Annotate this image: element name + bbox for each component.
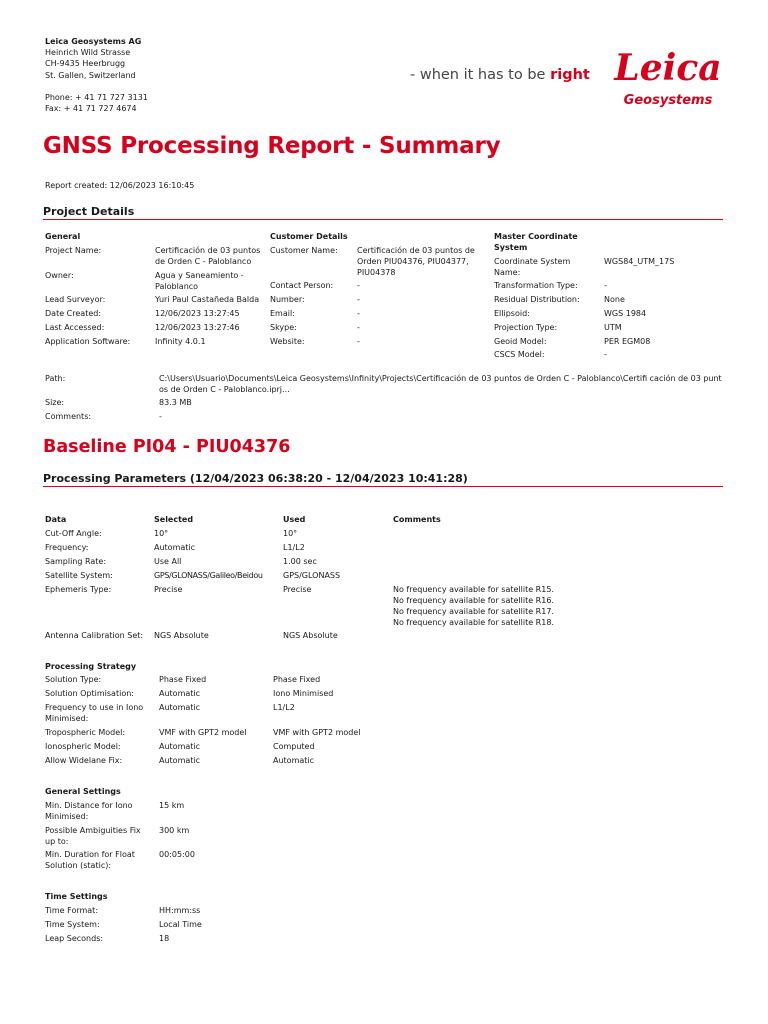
application-software-value: Infinity 4.0.1 — [155, 337, 206, 346]
antenna-calibration-label: Antenna Calibration Set: — [45, 631, 144, 640]
customer-name-value: Certificación de 03 puntos de Orden PIU04376, PIU04377, PIU04378 — [357, 246, 475, 277]
general-header: General — [45, 232, 81, 241]
website-label: Website: — [270, 337, 305, 346]
application-software-label: Application Software: — [45, 337, 131, 346]
used-header: Used — [283, 515, 306, 524]
data-header: Data — [45, 515, 67, 524]
geoid-model-value: PER EGM08 — [604, 337, 651, 346]
general-settings-header: General Settings — [45, 787, 121, 796]
ephemeris-comment: No frequency available for satellite R16. — [393, 596, 554, 605]
satellite-system-used: GPS/GLONASS — [283, 571, 341, 580]
tagline-highlight: right — [550, 67, 590, 83]
contact-person-value: - — [357, 281, 360, 290]
iono-frequency-selected: Automatic — [159, 703, 201, 712]
logo-brand: Leica — [614, 47, 722, 89]
ionospheric-model-label: Ionospheric Model: — [45, 742, 121, 751]
comments-header: Comments — [393, 515, 441, 524]
min-duration-label: Min. Duration for Float Solution (static): — [45, 850, 135, 870]
lead-surveyor-value: Yuri Paul Castañeda Balda — [155, 295, 260, 304]
project-details-heading: Project Details — [43, 205, 723, 220]
antenna-calibration-selected: NGS Absolute — [154, 631, 209, 640]
solution-type-label: Solution Type: — [45, 675, 102, 684]
min-distance-label: Min. Distance for Iono Minimised: — [45, 801, 133, 821]
processing-parameters-heading: Processing Parameters (12/04/2023 06:38:20 - 12/04/2023 10:41:28) — [43, 472, 723, 487]
widelane-fix-label: Allow Widelane Fix: — [45, 756, 123, 765]
project-name-label: Project Name: — [45, 246, 102, 255]
address-line: CH-9435 Heerbrugg — [45, 59, 126, 69]
size-value: 83.3 MB — [159, 398, 192, 407]
owner-value: Agua y Saneamiento - Paloblanco — [155, 271, 244, 291]
address-line: Heinrich Wild Strasse — [45, 48, 131, 58]
leap-seconds-value: 18 — [159, 934, 170, 943]
ephemeris-comment: No frequency available for satellite R18. — [393, 618, 554, 627]
last-accessed-value: 12/06/2023 13:27:46 — [155, 323, 240, 332]
comments-value: - — [159, 412, 162, 421]
widelane-fix-selected: Automatic — [159, 756, 201, 765]
email-label: Email: — [270, 309, 295, 318]
website-value: - — [357, 337, 360, 346]
address-line: St. Gallen, Switzerland — [45, 70, 136, 80]
date-created-value: 12/06/2023 13:27:45 — [155, 309, 240, 318]
logo-sub: Geosystems — [623, 93, 713, 108]
frequency-selected: Automatic — [154, 543, 196, 552]
cscs-model-value: - — [604, 350, 607, 359]
sampling-rate-selected: Use All — [154, 557, 182, 566]
path-value: C:\Users\Usuario\Documents\Leica Geosystems\Infinity\Projects\Certificación de 03 puntos de Orden C - Paloblanco\Certifi cación de 03 puntos de Orden C - Paloblanco.iprj... — [159, 374, 722, 394]
baseline-title: Baseline PI04 - PIU04376 — [43, 437, 291, 457]
satellite-system-selected: GPS/GLONASS/Galileo/Beidou — [154, 571, 263, 580]
email-value: - — [357, 309, 360, 318]
owner-label: Owner: — [45, 271, 74, 280]
iono-frequency-used: L1/L2 — [273, 703, 295, 712]
tagline-text: - when it has to be — [410, 67, 551, 83]
coordinate-system-value: WGS84_UTM_17S — [604, 257, 675, 266]
selected-header: Selected — [154, 515, 194, 524]
ephemeris-type-label: Ephemeris Type: — [45, 585, 112, 594]
time-format-label: Time Format: — [45, 906, 99, 915]
cutoff-angle-selected: 10° — [154, 529, 169, 538]
tagline — [410, 67, 590, 83]
ephemeris-type-selected: Precise — [154, 585, 183, 594]
ephemeris-comment: No frequency available for satellite R17. — [393, 607, 554, 616]
leica-logo — [612, 38, 724, 110]
last-accessed-label: Last Accessed: — [45, 323, 105, 332]
ellipsoid-label: Ellipsoid: — [494, 309, 530, 318]
lead-surveyor-label: Lead Surveyor: — [45, 295, 106, 304]
solution-optimisation-selected: Automatic — [159, 689, 201, 698]
min-duration-value: 00:05:00 — [159, 850, 195, 859]
frequency-label: Frequency: — [45, 543, 89, 552]
customer-header: Customer Details — [270, 232, 348, 241]
processing-strategy-header: Processing Strategy — [45, 662, 137, 671]
solution-type-selected: Phase Fixed — [159, 675, 207, 684]
ionospheric-model-used: Computed — [273, 742, 315, 751]
cscs-model-label: CSCS Model: — [494, 350, 545, 359]
tropospheric-model-selected: VMF with GPT2 model — [159, 728, 247, 737]
comments-label: Comments: — [45, 412, 92, 421]
ephemeris-comment: No frequency available for satellite R15. — [393, 585, 554, 594]
frequency-used: L1/L2 — [283, 543, 305, 552]
sampling-rate-label: Sampling Rate: — [45, 557, 107, 566]
solution-optimisation-used: Iono Minimised — [273, 689, 334, 698]
projection-type-label: Projection Type: — [494, 323, 558, 332]
tropospheric-model-used: VMF with GPT2 model — [273, 728, 361, 737]
company-address — [45, 36, 148, 114]
ellipsoid-value: WGS 1984 — [604, 309, 647, 318]
solution-type-used: Phase Fixed — [273, 675, 321, 684]
widelane-fix-used: Automatic — [273, 756, 315, 765]
satellite-system-label: Satellite System: — [45, 571, 113, 580]
leap-seconds-label: Leap Seconds: — [45, 934, 104, 943]
ambiguities-fix-label: Possible Ambiguities Fix up to: — [45, 826, 141, 846]
report-created: Report created: 12/06/2023 16:10:45 — [45, 181, 195, 190]
number-value: - — [357, 295, 360, 304]
fax: Fax: + 41 71 727 4674 — [45, 104, 137, 114]
number-label: Number: — [270, 295, 305, 304]
projection-type-value: UTM — [604, 323, 622, 332]
geoid-model-label: Geoid Model: — [494, 337, 547, 346]
page-title: GNSS Processing Report - Summary — [43, 133, 501, 159]
tropospheric-model-label: Tropospheric Model: — [45, 728, 126, 737]
time-format-value: HH:mm:ss — [159, 906, 201, 915]
phone: Phone: + 41 71 727 3131 — [45, 92, 148, 102]
residual-distribution-label: Residual Distribution: — [494, 295, 580, 304]
company-name: Leica Geosystems AG — [45, 37, 142, 46]
skype-value: - — [357, 323, 360, 332]
time-system-label: Time System: — [45, 920, 100, 929]
transformation-type-value: - — [604, 281, 607, 290]
ambiguities-fix-value: 300 km — [159, 826, 190, 835]
skype-label: Skype: — [270, 323, 297, 332]
min-distance-value: 15 km — [159, 801, 185, 810]
antenna-calibration-used: NGS Absolute — [283, 631, 338, 640]
time-settings-header: Time Settings — [45, 892, 108, 901]
cutoff-angle-used: 10° — [283, 529, 298, 538]
transformation-type-label: Transformation Type: — [494, 281, 578, 290]
date-created-label: Date Created: — [45, 309, 102, 318]
project-name-value: Certificación de 03 puntos de Orden C - Paloblanco — [155, 246, 261, 266]
size-label: Size: — [45, 398, 65, 407]
ionospheric-model-selected: Automatic — [159, 742, 201, 751]
iono-frequency-label: Frequency to use in Iono Minimised: — [45, 703, 144, 723]
contact-person-label: Contact Person: — [270, 281, 334, 290]
master-header: Master Coordinate System — [494, 232, 578, 252]
residual-distribution-value: None — [604, 295, 625, 304]
sampling-rate-used: 1.00 sec — [283, 557, 317, 566]
coordinate-system-label: Coordinate System Name: — [494, 257, 571, 277]
customer-name-label: Customer Name: — [270, 246, 338, 255]
time-system-value: Local Time — [159, 920, 202, 929]
ephemeris-type-used: Precise — [283, 585, 312, 594]
cutoff-angle-label: Cut-Off Angle: — [45, 529, 102, 538]
path-label: Path: — [45, 374, 66, 383]
solution-optimisation-label: Solution Optimisation: — [45, 689, 134, 698]
